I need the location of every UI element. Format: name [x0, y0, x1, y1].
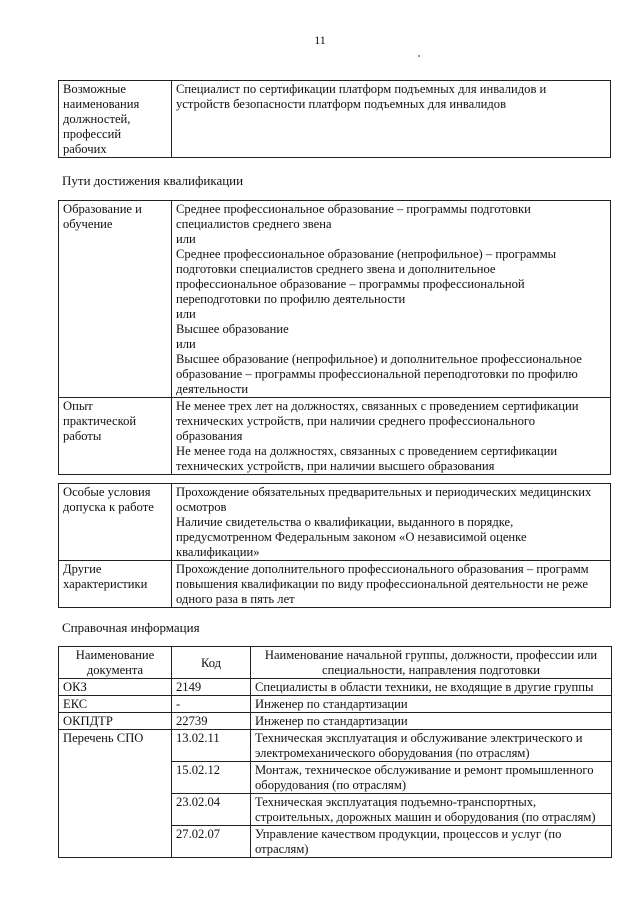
- admission-conditions-table: [58, 483, 611, 608]
- label-line: Особые условия: [63, 485, 151, 499]
- label-line: допуска к работе: [63, 500, 154, 514]
- cell-code: 22739: [172, 713, 251, 730]
- reference-table: [58, 646, 612, 858]
- content-line: или: [176, 232, 196, 246]
- label-line: Другие: [63, 562, 102, 576]
- content-line: одного раза в пять лет: [176, 592, 295, 606]
- name-line: отраслям): [255, 842, 309, 856]
- row-label: [59, 484, 172, 561]
- name-line: Монтаж, техническое обслуживание и ремонт промышленного: [255, 763, 594, 777]
- table-row: [59, 201, 611, 398]
- table-header-row: [59, 647, 612, 679]
- cell-code: 27.02.07: [172, 826, 251, 858]
- header-line: документа: [86, 663, 144, 677]
- content-line: Высшее образование (непрофильное) и дополнительное профессиональное: [176, 352, 582, 366]
- label-line: работы: [63, 429, 102, 443]
- name-line: оборудования (по отраслям): [255, 778, 407, 792]
- header-line: Наименование начальной группы, должности, профессии или: [264, 648, 598, 662]
- cell-code: 15.02.12: [172, 762, 251, 794]
- table-row: [59, 713, 612, 730]
- content-line: квалификации»: [176, 545, 260, 559]
- table-row: [59, 696, 612, 713]
- name-line: Техническая эксплуатация подъемно-транспортных,: [255, 795, 537, 809]
- cell-name: [251, 826, 612, 858]
- cell-doc: ОКПДТР: [59, 713, 172, 730]
- label-line: наименования: [63, 97, 140, 111]
- content-line: Не менее трех лет на должностях, связанных с проведением сертификации: [176, 399, 579, 413]
- cell-code: 13.02.11: [172, 730, 251, 762]
- label-line: профессий: [63, 127, 122, 141]
- label-line: Возможные: [63, 82, 126, 96]
- name-line: электромеханического оборудования (по отраслям): [255, 746, 530, 760]
- table-row: [59, 730, 612, 762]
- cell-name: [251, 696, 612, 713]
- name-line: Инженер по стандартизации: [255, 697, 408, 711]
- cell-code: 23.02.04: [172, 794, 251, 826]
- label-line: Опыт: [63, 399, 93, 413]
- scan-speck: [418, 55, 420, 57]
- job-titles-table: [58, 80, 611, 158]
- cell-doc: ОКЗ: [59, 679, 172, 696]
- content-line: осмотров: [176, 500, 227, 514]
- row-content: [172, 561, 611, 608]
- content-line: подготовки специалистов среднего звена и дополнительное: [176, 262, 496, 276]
- cell-code: 2149: [172, 679, 251, 696]
- header-line: Наименование: [75, 648, 155, 662]
- content-line: образование – программы профессиональной переподготовки по профилю: [176, 367, 578, 381]
- name-line: строительных, дорожных машин и оборудования (по отраслям): [255, 810, 596, 824]
- table-row: [59, 679, 612, 696]
- row-label: [59, 201, 172, 398]
- content-line: повышения квалификации по виду профессиональной деятельности не реже: [176, 577, 589, 591]
- content-line: специалистов среднего звена: [176, 217, 332, 231]
- label-line: должностей,: [63, 112, 131, 126]
- content-line: профессиональное образование – программы профессиональной: [176, 277, 525, 291]
- content-line: технических устройств, при наличии высшего образования: [176, 459, 495, 473]
- header-name: [251, 647, 612, 679]
- cell-code: -: [172, 696, 251, 713]
- name-line: Инженер по стандартизации: [255, 714, 408, 728]
- content-line: или: [176, 337, 196, 351]
- table-row: [59, 561, 611, 608]
- table-row: [59, 484, 611, 561]
- label-line: Образование и: [63, 202, 142, 216]
- cell-name: [251, 679, 612, 696]
- row-label: [59, 398, 172, 475]
- content-line: Наличие свидетельства о квалификации, выданного в порядке,: [176, 515, 514, 529]
- section-heading-reference: Справочная информация: [62, 620, 200, 635]
- cell-name: [251, 713, 612, 730]
- label-line: характеристики: [63, 577, 148, 591]
- section-heading-paths: Пути достижения квалификации: [62, 173, 244, 188]
- header-code: Код: [172, 647, 251, 679]
- content-line: Прохождение дополнительного профессионального образования – программ: [176, 562, 589, 576]
- row-content: [172, 484, 611, 561]
- name-line: Техническая эксплуатация и обслуживание электрического и: [255, 731, 583, 745]
- content-line: предусмотренном Федеральным законом «О независимой оценке: [176, 530, 527, 544]
- name-line: Управление качеством продукции, процессов и услуг (по: [255, 827, 562, 841]
- content-line: технических устройств, при наличии среднего профессионального: [176, 414, 536, 428]
- header-doc: [59, 647, 172, 679]
- content-line: образования: [176, 429, 243, 443]
- table-row: [59, 398, 611, 475]
- label-line: практической: [63, 414, 137, 428]
- cell-doc: Перечень СПО: [59, 730, 172, 858]
- content-line: Не менее года на должностях, связанных с проведением сертификации: [176, 444, 558, 458]
- content-line: Среднее профессиональное образование – программы подготовки: [176, 202, 531, 216]
- page-number: 11: [314, 33, 326, 47]
- row-content: [172, 398, 611, 475]
- row-content: [172, 201, 611, 398]
- row-label: [59, 561, 172, 608]
- table-row: [59, 81, 611, 158]
- content-line: Специалист по сертификации платформ подъемных для инвалидов и: [176, 82, 547, 96]
- row-label: [59, 81, 172, 158]
- content-line: Прохождение обязательных предварительных и периодических медицинских: [176, 485, 592, 499]
- content-line: переподготовки по профилю деятельности: [176, 292, 406, 306]
- qualification-paths-table: [58, 200, 611, 475]
- row-content: [172, 81, 611, 158]
- content-line: Среднее профессиональное образование (непрофильное) – программы: [176, 247, 557, 261]
- cell-doc: ЕКС: [59, 696, 172, 713]
- cell-name: [251, 730, 612, 762]
- name-line: Специалисты в области техники, не входящие в другие группы: [255, 680, 594, 694]
- content-line: или: [176, 307, 196, 321]
- header-line: специальности, направления подготовки: [322, 663, 540, 677]
- content-line: Высшее образование: [176, 322, 289, 336]
- cell-name: [251, 794, 612, 826]
- content-line: устройств безопасности платформ подъемных для инвалидов: [176, 97, 507, 111]
- label-line: обучение: [63, 217, 113, 231]
- cell-name: [251, 762, 612, 794]
- content-line: деятельности: [176, 382, 249, 396]
- label-line: рабочих: [63, 142, 107, 156]
